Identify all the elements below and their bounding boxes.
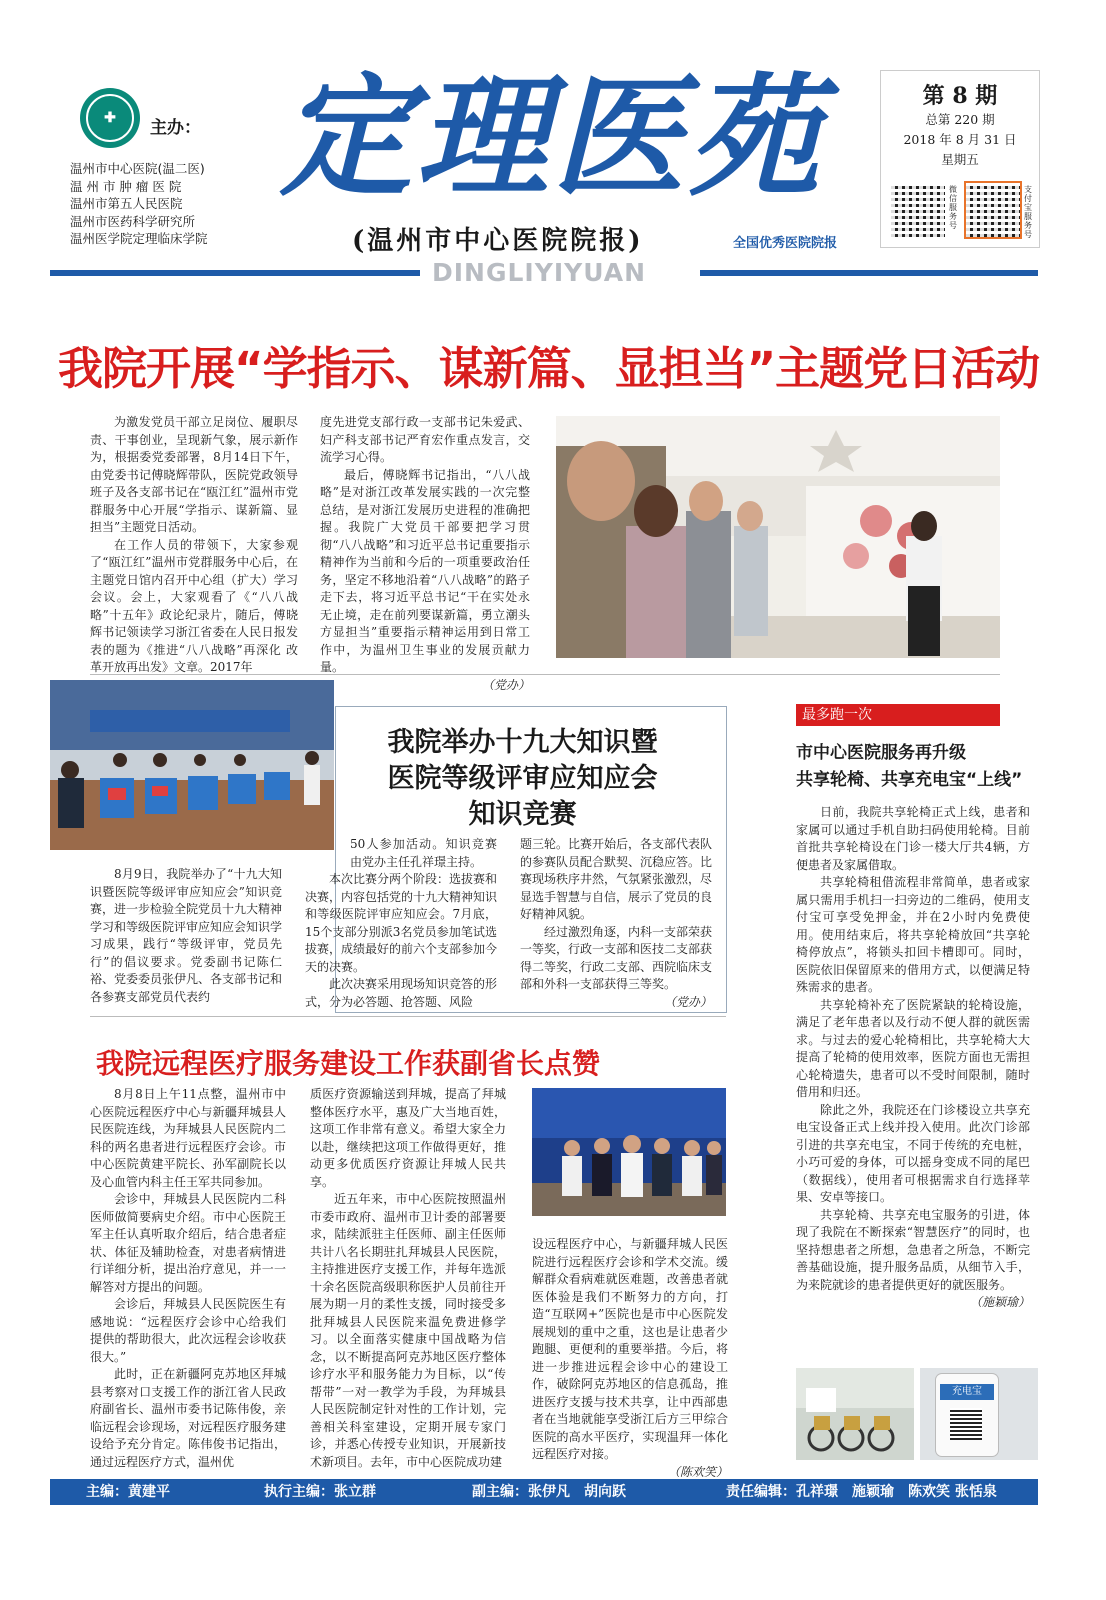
issue-number: 第 8 期 xyxy=(922,83,998,109)
title-text: 定理医苑 xyxy=(280,60,824,215)
paragraph: 共享轮椅租借流程非常简单，患者或家属只需用手机扫一扫旁边的二维码，使用支付宝可享受免押金，并在2小时内免费使用。使用结束后，将共享轮椅放回“共享轮椅停放点”，将锁头扣回卡槽即可。同时，医院依旧保留原来的借用方式，以便满足特殊需求的患者。 xyxy=(796,875,1030,994)
paragraph: 共享轮椅补充了医院紧缺的轮椅设施，满足了老年患者以及行动不便人群的就医需求。与过去的爱心轮椅相比，共享轮椅大大提高了轮椅的使用效率，医院方面也无需担心轮椅遗失，患者可以不受时间限制，随时借用和归还。 xyxy=(796,997,1030,1099)
main-headline: 我院开展“学指示、谋新篇、显担当”主题党日活动 xyxy=(58,342,1040,395)
paragraph: 8月8日上午11点整，温州市中心医院远程医疗中心与新疆拜城县人民医院连线，为拜城县人民医院内二科的两名患者进行远程医疗会诊。市中心医院黄建平院长、孙军副院长以及心血管内科主任王军共同参加。 xyxy=(90,1087,286,1189)
sidebar-headline xyxy=(796,740,1022,794)
section-divider xyxy=(90,1016,726,1017)
issue-date: 2018 年 8 月 31 日 xyxy=(903,132,1017,147)
paragraph: 度先进党支部行政一支部书记朱爱武、妇产科支部书记严育宏作重点发言，交流学习心得。 xyxy=(320,415,530,464)
responsible-editors: 责任编辑：孔祥璟 施颖瑜 陈欢笑 张恬泉 xyxy=(726,1484,997,1500)
paragraph: 质医疗资源输送到拜城，提高了拜城整体医疗水平，惠及广大当地百姓，这项工作非常有意义。希望大家全力以赴，继续把这项工作做得更好，推动更多优质医疗资源让拜城人民共享。 xyxy=(310,1087,506,1189)
sponsor-item: 温 州 市 肿 瘤 医 院 xyxy=(70,178,182,194)
paragraph: 除此之外，我院还在门诊楼设立共享充电宝设备正式上线并投入使用。此次门诊部引进的共享充电宝，不同于传统的充电桩，小巧可爱的身体，可以摇身变成不同的尾巴（数据线），使用者可根据需求自行选择苹果、安卓等接口。 xyxy=(796,1102,1030,1204)
alipay-qr-code[interactable] xyxy=(966,183,1020,237)
sponsor-item: 温州医学院定理临床学院 xyxy=(70,231,208,246)
paragraph: 在工作人员的带领下，大家参观了“瓯江红”温州市党群服务中心后，在主题党日馆内召开中心组（扩大）学习会议。会上，大家观看了《“八八战略”十五年》政论纪录片，随后，傅晓辉书记领读学习浙江省委在人民日报发表的题为《推进“八八战略”再深化 改革开放再出发》文章。2017年 xyxy=(90,537,298,674)
article2-column-2 xyxy=(305,836,497,1011)
article3-column-3 xyxy=(532,1236,728,1481)
masthead-rule xyxy=(50,270,420,276)
paragraph: 最后，傅晓辉书记指出，“八八战略”是对浙江改革发展实践的一次完整总结，是对浙江发展历史进程的准确把握。我院广大党员干部要把学习贯彻“八八战略”和习近平总书记重要指示精神作为当前和今后的一项重要政治任务，坚定不移地沿着“八八战略”的路子走下去，将习近平总书记“干在实处永无止境，走在前列要谋新篇，勇立潮头方显担当”重要指示精神运用到日常工作中，为温州卫生事业的发展贡献力量。 xyxy=(320,467,530,674)
sponsor-item: 温州市医药科学研究所 xyxy=(70,213,196,229)
byline: （党办） xyxy=(663,994,712,1009)
qr-label: 支付宝服务号 xyxy=(1024,185,1032,239)
remote-consultation-photo xyxy=(532,1088,726,1216)
headline-line: 我院举办十九大知识暨 xyxy=(387,727,658,758)
article3-column-2 xyxy=(310,1086,506,1471)
paragraph: 近五年来，市中心医院按照温州市委市政府、温州市卫计委的部署要求，陆续派驻主任医师、副主任医师共计八名长期驻扎拜城县人民医院，主持推进医疗支援工作，并每年选派十余名医院高级职称医护人员前往开展为期一月的柔性支援，同时接受多批拜城县人民医院来温免费进修学习。以全面落实健康中国战略为信念，以不断提高阿克苏地区医疗整体诊疗水平和服务能力为目标，以“传帮带”一对一教学为手段，为拜城县人民医院制定针对性的工作计划，完善相关科室建设，定期开展专家门诊，并悉心传授专业知识，开展新技术新项目。去年，市中心医院成功建 xyxy=(310,1192,506,1469)
executive-editor: 执行主编：张立群 xyxy=(264,1484,376,1500)
sidebar-column xyxy=(796,804,1030,1312)
byline: （党办） xyxy=(481,677,530,692)
shared-wheelchair-photo xyxy=(796,1368,914,1460)
paragraph: 共享轮椅、共享充电宝服务的引进，体现了我院在不断探索“智慧医疗”的同时，也坚持想患者之所想，急患者之所急，不断完善基础设施，提升服务品质，从细节入手，为来院就诊的患者提供更好的就医服务。 xyxy=(796,1207,1030,1292)
paragraph: 8月9日，我院举办了“十九大知识暨医院等级评审应知应会”知识竞赛，进一步检验全院党员十九大精神学习和等级医院评审应知应会知识学习成果，践行“等级评审，党员先行”的倡议要求。党委副书记陈仁裕、党委委员张伊凡、各支部书记和各参赛支部党员代表约 xyxy=(90,867,283,1004)
headline-line: 共享轮椅、共享充电宝“上线” xyxy=(796,770,1023,790)
quiz-headline xyxy=(350,725,695,833)
paragraph: 为激发党员干部立足岗位、履职尽责、干事创业，呈现新气象，展示新作为，根据委党委部署，8月14日下午，由党委书记傅晓辉带队，医院党政领导班子及各支部书记在“瓯江红”温州市党群服务中心开展“学指示、谋新篇、显担当”主题党日活动。 xyxy=(90,415,298,534)
article1-column-1 xyxy=(90,414,298,677)
paragraph: 题三轮。比赛开始后，各支部代表队的参赛队员配合默契、沉稳应答。比赛现场秩序井然，气氛紧张激烈，尽显选手智慧与自信，展示了党员的良好精神风貌。 xyxy=(520,837,713,921)
column-tag: 最多跑一次 xyxy=(796,704,1000,726)
newspaper-title xyxy=(262,55,842,220)
issue-total: 总第 220 期 xyxy=(925,112,995,127)
paragraph: 本次比赛分两个阶段：选拔赛和决赛，内容包括党的十九大精神知识和等级医院评审应知应会。7月底，15个支部分别派3名党员参加笔试选拔赛，成绩最好的前六个支部参加今天的决赛。 xyxy=(305,872,498,974)
section-divider xyxy=(90,674,1000,675)
sponsor-list xyxy=(70,160,208,248)
article2-column-3 xyxy=(520,836,712,1011)
wechat-qr-code[interactable] xyxy=(891,183,945,237)
article1-column-2 xyxy=(320,414,530,694)
headline-line: 知识竞赛 xyxy=(468,799,577,830)
qr-label: 微信服务号 xyxy=(949,185,957,230)
paragraph: 此时，正在新疆阿克苏地区拜城县考察对口支援工作的浙江省人民政府副省长、温州市委书记陈伟俊，亲临远程会诊现场，对远程医疗服务建设给予充分肯定。陈伟俊书记指出，通过远程医疗方式，温州优 xyxy=(90,1367,286,1469)
paragraph: 会诊中，拜城县人民医院内二科医师做简要病史介绍。市中心医院王军主任认真听取介绍后，结合患者症状、体征及辅助检查，对患者病情进行详细分析，提出治疗意见，并一一解答对方提出的问题。 xyxy=(90,1192,286,1294)
award-tag: 全国优秀医院院报 xyxy=(733,236,838,251)
newspaper-pinyin: DINGLIYIYUAN xyxy=(432,258,647,287)
masthead-rule xyxy=(700,270,1038,276)
paragraph: 设远程医疗中心，与新疆拜城人民医院进行远程医疗会诊和学术交流。缓解群众看病难就医难题，改善患者就医体验是我们不断努力的方向，打造“互联网+”医院也是市中心医院发展规划的重中之重，这也是让患者少跑腿、更便利的重要举措。今后，将进一步推进远程会诊中心的建设工作，破除阿克苏地区的信息孤岛，推进医疗支援与技术共享，让中西部患者在当地就能享受浙江后方三甲综合医院的高水平医疗，实现温拜一体化远程医疗对接。 xyxy=(532,1237,728,1461)
byline: （施颖瑜） xyxy=(969,1295,1030,1309)
sponsor-item: 温州市中心医院(温二医) xyxy=(70,161,205,176)
remote-medical-headline: 我院远程医疗服务建设工作获副省长点赞 xyxy=(96,1047,601,1080)
paragraph: 50人参加活动。知识竞赛由党办主任孔祥璟主持。 xyxy=(350,837,497,869)
article2-column-1 xyxy=(90,866,282,1006)
shared-powerbank-photo xyxy=(920,1368,1038,1460)
chief-editor: 主编：黄建平 xyxy=(86,1484,170,1500)
powerbank-station xyxy=(936,1374,998,1456)
byline: （陈欢笑） xyxy=(667,1464,728,1479)
paragraph: 经过激烈角逐，内科一支部荣获一等奖，行政一支部和医技二支部获得二等奖，行政二支部、西院临床支部和外科一支部获得三等奖。 xyxy=(520,924,713,991)
issue-weekday: 星期五 xyxy=(941,152,979,167)
powerbank-label: 充电宝 xyxy=(940,1384,994,1400)
article3-column-1 xyxy=(90,1086,286,1471)
sponsor-label: 主办： xyxy=(150,118,201,138)
qr-code-icon xyxy=(950,1408,982,1440)
editorial-footer xyxy=(50,1479,1038,1505)
hospital-logo: ✚ xyxy=(80,88,140,148)
paragraph: 会诊后，拜城县人民医院医生有感地说：“远程医疗会诊中心给我们提供的帮助很大，此次远程会诊收获很大。” xyxy=(90,1297,286,1364)
issue-info-box xyxy=(880,70,1040,248)
deputy-editors: 副主编：张伊凡 胡向跃 xyxy=(472,1484,626,1500)
sponsor-item: 温州市第五人民医院 xyxy=(70,196,183,211)
quiz-competition-photo xyxy=(50,680,334,850)
newspaper-subtitle: (温州市中心医院院报) xyxy=(352,226,644,256)
headline-line: 市中心医院服务再升级 xyxy=(796,743,966,763)
paragraph: 日前，我院共享轮椅正式上线，患者和家属可以通过手机自助扫码使用轮椅。目前首批共享轮椅设在门诊一楼大厅共4辆，方便患者及家属借取。 xyxy=(796,805,1030,872)
paragraph: 此次决赛采用现场知识竞答的形式，分为必答题、抢答题、风险 xyxy=(305,977,498,1009)
headline-line: 医院等级评审应知应会 xyxy=(387,763,658,794)
party-day-photo xyxy=(556,416,1000,658)
